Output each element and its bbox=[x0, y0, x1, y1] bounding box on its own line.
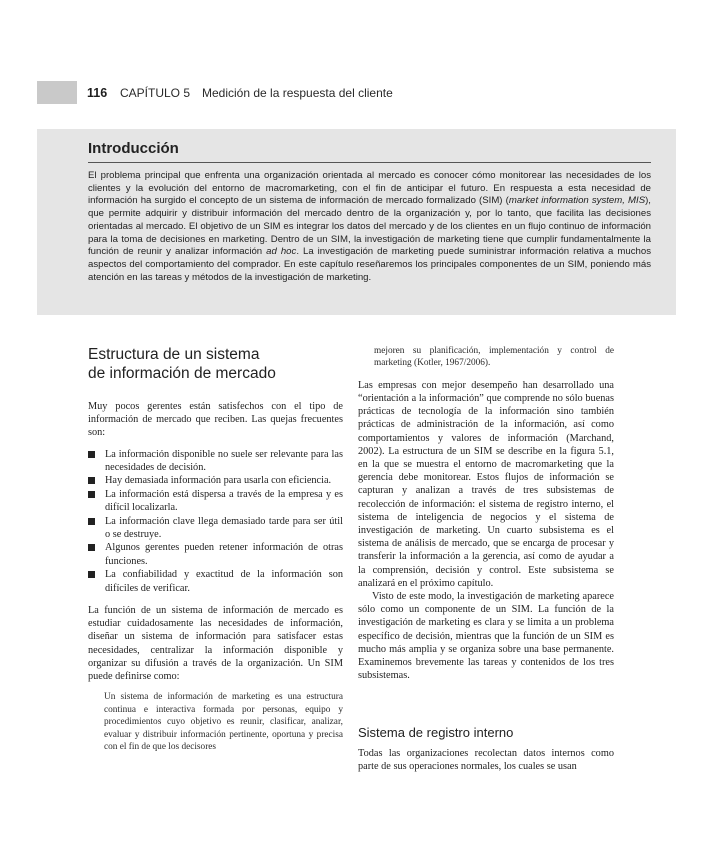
subsection-body bbox=[358, 747, 614, 773]
section-heading: Estructura de un sistema de información de mercado bbox=[88, 346, 276, 382]
bullet-square-icon bbox=[88, 451, 95, 458]
information-orientation-paragraph: Las empresas con mejor desempeño han desarrollado una “orientación a la información” que comprende no sólo buenas prácticas de tecnología de la información sino también prácticas de administración de la información, así como comportamientos y valores de información (Marchand, 2002). La estructura de un SIM se describe en la figura 5.1, en la que se muestra el entorno de macromarketing que la gerencia debe monitorear. Estos flujos de información se capturan y analizan a través de tres subsistemas de recolección de información: el sistema de registro interno, el sistema de inteligencia de negocios y el sistema de investigación de marketing. Un cuarto subsistema es el sistema de análisis de mercado, que se encarga de procesar y transferir la información a la gerencia, así como de ayudar a la comprensión, decisión y control. Este subsistema se analizará en el próximo capítulo. bbox=[358, 379, 614, 589]
list-item: La información disponible no suele ser relevante para las necesidades de decisión. bbox=[88, 448, 343, 475]
page-number: 116 bbox=[87, 86, 108, 100]
subsection-heading: Sistema de registro interno bbox=[358, 725, 514, 740]
list-item: La información clave llega demasiado tarde para ser útil o se destruye. bbox=[88, 515, 343, 542]
chapter-label: CAPÍTULO 5 bbox=[120, 86, 191, 100]
research-role-paragraph: Visto de este modo, la investigación de marketing aparece sólo como un componente de un SIM. La función de la investigación de marketing es clara y se limita a un problema específico de decisión, mientras que la función de un SIM es mucho más amplia y se organiza sobre una base permanente. Examinemos brevemente las tareas y contenidos de los tres subsistemas. bbox=[358, 591, 614, 682]
introduction-box bbox=[37, 129, 676, 315]
bullet-square-icon bbox=[88, 477, 95, 484]
definition-quote-continued: mejoren su planificación, implementación y control de marketing (Kotler, 1967/2006). bbox=[374, 346, 614, 369]
list-item: Hay demasiada información para usarla con eficiencia. bbox=[88, 474, 343, 487]
section-intro-paragraph: Muy pocos gerentes están satisfechos con el tipo de información de mercado que reciben. Las quejas frecuentes son: bbox=[88, 401, 343, 439]
list-item: Algunos gerentes pueden retener información de otras funciones. bbox=[88, 541, 343, 568]
bullet-square-icon bbox=[88, 544, 95, 551]
list-item: La información está dispersa a través de la empresa y es difícil localizarla. bbox=[88, 488, 343, 515]
bullet-square-icon bbox=[88, 571, 95, 578]
introduction-rule bbox=[88, 162, 651, 163]
bullet-square-icon bbox=[88, 518, 95, 525]
definition-quote: Un sistema de información de marketing es una estructura continua e interactiva formada por personas, equipo y procedimientos cuyo objetivo es reunir, clasificar, analizar, evaluar y distribuir información pertinente, oportuna y precisa con el fin de que los decisores bbox=[104, 692, 343, 752]
header-tab-marker bbox=[37, 81, 77, 104]
introduction-paragraph: El problema principal que enfrenta una organización orientada al mercado es conocer cómo monitorear las necesidades de los clientes y la evolución del entorno de macromarketing, con el fin de anticipar el futuro. En respuesta a esta necesidad de información ha surgido el concepto de un sistema de información de mercado formalizado (SIM) (market information system, MIS), que permite adquirir y distribuir información del mercado dentro de la organización y, por lo tanto, que facilita las decisiones orientadas al mercado. El objetivo de un SIM es integrar los datos del mercado y de los clientes en un flujo continuo de información para la toma de decisiones en marketing. Dentro de un SIM, la investigación de marketing tiene que cumplir fundamentalmente la función de reunir y analizar información ad hoc. La investigación de marketing puede suministrar información relativa a muchos aspectos del comportamiento del comprador. En este capítulo reseñaremos los principales componentes de un SIM, poniendo más atención en las tareas y métodos de la investigación de marketing. bbox=[88, 170, 651, 283]
sim-function-paragraph: La función de un sistema de información de mercado es estudiar cuidadosamente las necesidades de información, diseñar un sistema de información para satisfacer estas necesidades, centralizar la información disponible y organizar su difusión a través de la organización. Un SIM puede definirse como: bbox=[88, 605, 343, 683]
list-item: La confiabilidad y exactitud de la información son difíciles de verificar. bbox=[88, 568, 343, 595]
bullet-square-icon bbox=[88, 491, 95, 498]
right-column bbox=[358, 345, 614, 682]
chapter-title: Medición de la respuesta del cliente bbox=[202, 86, 393, 100]
internal-records-paragraph: Todas las organizaciones recolectan datos internos como parte de sus operaciones normales, los cuales se usan bbox=[358, 748, 614, 773]
left-column bbox=[88, 400, 343, 753]
complaints-list bbox=[88, 448, 343, 595]
introduction-heading: Introducción bbox=[88, 140, 179, 157]
